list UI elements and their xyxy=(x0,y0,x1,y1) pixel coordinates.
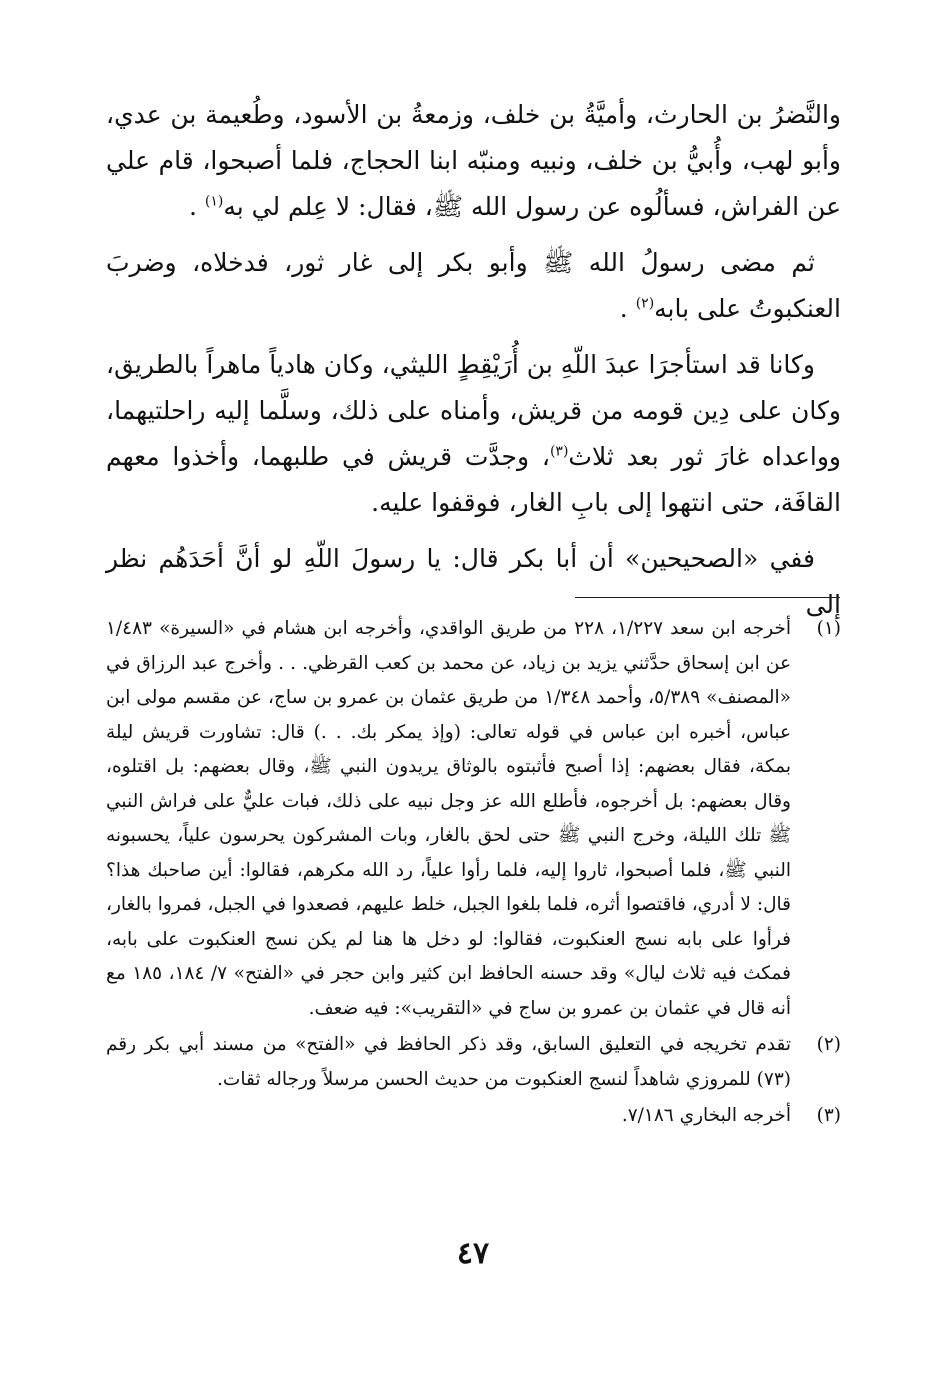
paragraph-2-end: . xyxy=(619,294,628,323)
footnote-3-number: (٣) xyxy=(816,1105,841,1126)
paragraph-4-text: ففي «الصحيحين» أن أبا بكر قال: يا رسولَ اللّهِ لو أنَّ أحَدَهُم نظر إلى xyxy=(106,544,841,619)
footnote-2-text: تقدم تخريجه في التعليق السابق، وقد ذكر الحافظ في «الفتح» من مسند أبي بكر رقم (٧٣) للمروزي شاهداً لنسج العنكبوت من حديث الحسن مرسلاً ورجاله ثقات. xyxy=(106,1034,791,1090)
footnote-1-text: أخرجه ابن سعد ١/٢٢٧، ٢٢٨ من طريق الواقدي، وأخرجه ابن هشام في «السيرة» ١/٤٨٣ عن ابن إسحاق حدَّثني يزيد بن زياد، عن محمد بن كعب القرظي. . . وأخرج عبد الرزاق في «المصنف» ٥/٣٨٩، وأحمد ١/٣٤٨ من طريق عثمان بن عمرو بن ساج، عن مقسم مولى ابن عباس، أخبره ابن عباس في قوله تعالى: (وإذ يمكر بك. . .) قال: تشاورت قريش ليلة بمكة، فقال بعضهم: إذا أصبح فأثبتوه بالوثاق يريدون النبي ﷺ، وقال بعضهم: بل اقتلوه، وقال بعضهم: بل أخرجوه، فأطلع الله عز وجل نبيه على ذلك، فبات عليٌّ على فراش النبي ﷺ تلك الليلة، وخرج النبي ﷺ حتى لحق بالغار، وبات المشركون يحرسون علياً، يحسبونه النبي ﷺ، فلما أصبحوا، ثاروا إليه، فلما رأوا علياً، رد الله مكرهم، فقالوا: أين صاحبك هذا؟ قال: لا أدري، فاقتصوا أثره، فلما بلغوا الجبل، خلط عليهم، فصعدوا في الجبل، فمروا بالغار، فرأوا على بابه نسج العنكبوت، فقالوا: لو دخل ها هنا لم يكن نسج العنكبوت على بابه، فمكث فيه ثلاث ليال» وقد حسنه الحافظ ابن كثير وابن حجر في «الفتح» ٧/ ١٨٤، ١٨٥ مع أنه قال في عثمان بن عمرو بن ساج في «التقريب»: فيه ضعف. xyxy=(106,618,792,1019)
footnote-1 xyxy=(106,612,841,1026)
page-number: ٤٧ xyxy=(456,1236,490,1271)
footnote-ref-2[interactable]: (٢) xyxy=(635,295,655,312)
paragraph-3-text-b: ، وجدَّت قريش في طلبهما، وأخذوا معهم القافَة، حتى انتهوا إلى بابِ الغار، فوقفوا عليه. xyxy=(106,442,841,517)
footnote-ref-1[interactable]: (١) xyxy=(204,193,224,210)
footnote-3-text: أخرجه البخاري ٧/١٨٦. xyxy=(621,1105,791,1126)
paragraph-3 xyxy=(106,342,841,526)
footnote-divider xyxy=(575,597,840,598)
paragraph-1-text: والنَّضرُ بن الحارث، وأميَّةُ بن خلف، وزمعةُ بن الأسود، وطُعيمة بن عدي، وأبو لهب، وأُبيُّ بن خلف، ونبيه ومنبّه ابنا الحجاج، فلما أصبحوا، قام علي عن الفراش، فسألُوه عن رسول الله ﷺ، فقال: لا عِلم لي به xyxy=(106,100,841,221)
paragraph-1 xyxy=(106,92,841,230)
paragraph-2 xyxy=(106,240,841,332)
main-text xyxy=(106,92,841,638)
footnote-2 xyxy=(106,1028,841,1097)
paragraph-2-text: ثم مضى رسولُ الله ﷺ وأبو بكر إلى غار ثور، فدخلاه، وضربَ العنكبوتُ على بابه xyxy=(106,248,841,323)
paragraph-1-end: . xyxy=(188,192,197,221)
footnote-3 xyxy=(106,1099,841,1134)
footnote-ref-3[interactable]: (٣) xyxy=(549,443,569,460)
footnote-2-number: (٢) xyxy=(816,1034,841,1055)
paragraph-3-text-a: وكانا قد استأجرَا عبدَ اللّهِ بن أُرَيْقِطٍ الليثي، وكان هادياً ماهراً بالطريق، وكان على دِين قومه من قريش، وأمناه على ذلك، وسلَّما إليه راحلتيهما، وواعداه غارَ ثور بعد ثلاث xyxy=(106,350,842,471)
footnote-1-number: (١) xyxy=(816,618,841,639)
footnotes xyxy=(106,612,841,1136)
